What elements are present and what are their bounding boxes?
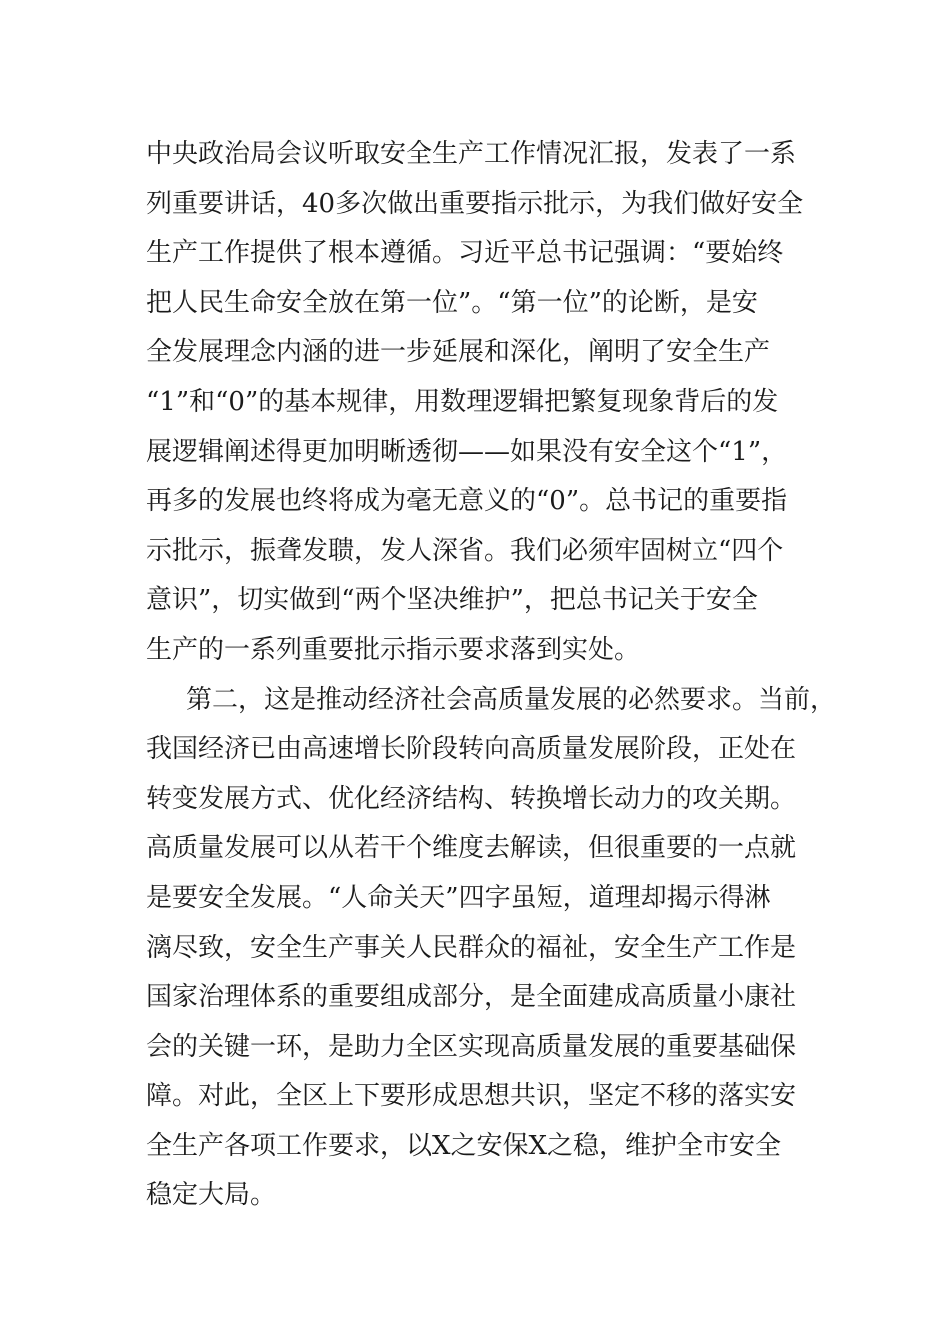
text-line: 列重要讲话，40多次做出重要指示批示，为我们做好安全: [146, 188, 804, 219]
text-line: 会的关键一环，是助力全区实现高质量发展的重要基础保: [146, 1031, 797, 1062]
text-line: 稳定大局。: [146, 1180, 277, 1211]
text-line: 第二，这是推动经济社会高质量发展的必然要求。当前，: [186, 684, 837, 715]
text-line: 展逻辑阐述得更加明晰透彻——如果没有安全这个“1”，: [146, 436, 788, 467]
text-line: 示批示，振聋发聩，发人深省。我们必须牢固树立“四个: [146, 535, 784, 566]
text-line: 高质量发展可以从若干个维度去解读，但很重要的一点就: [146, 833, 797, 864]
body-text: [146, 130, 837, 1221]
paragraph-2: [146, 676, 837, 1222]
text-line: 障。对此，全区上下要形成思想共识，坚定不移的落实安: [146, 1081, 797, 1112]
text-line: 把人民生命安全放在第一位”。“第一位”的论断，是安: [146, 287, 758, 318]
text-line: 漓尽致，安全生产事关人民群众的福祉，安全生产工作是: [146, 932, 797, 963]
text-line: 中央政治局会议听取安全生产工作情况汇报，发表了一系: [146, 139, 797, 169]
paragraph-1: [146, 130, 826, 676]
text-line: 生产的一系列重要批示指示要求落到实处。: [146, 634, 641, 665]
text-line: 再多的发展也终将成为毫无意义的“0”。总书记的重要指: [146, 486, 788, 517]
text-line: 全生产各项工作要求，以X之安保X之稳，维护全市安全: [146, 1130, 782, 1161]
text-line: 我国经济已由高速增长阶段转向高质量发展阶段，正处在: [146, 734, 797, 765]
text-line: 国家治理体系的重要组成部分，是全面建成高质量小康社: [146, 982, 797, 1013]
text-line: 转变发展方式、优化经济结构、转换增长动力的攻关期。: [146, 783, 797, 814]
text-line: 是要安全发展。“人命关天”四字虽短，道理却揭示得淋: [146, 882, 771, 913]
text-line: 全发展理念内涵的进一步延展和深化，阐明了安全生产: [146, 337, 771, 368]
text-line: 意识”，切实做到“两个坚决维护”，把总书记关于安全: [146, 585, 758, 616]
text-line: “1”和“0”的基本规律，用数理逻辑把繁复现象背后的发: [146, 386, 779, 417]
text-line: 生产工作提供了根本遵循。习近平总书记强调：“要始终: [146, 238, 784, 269]
